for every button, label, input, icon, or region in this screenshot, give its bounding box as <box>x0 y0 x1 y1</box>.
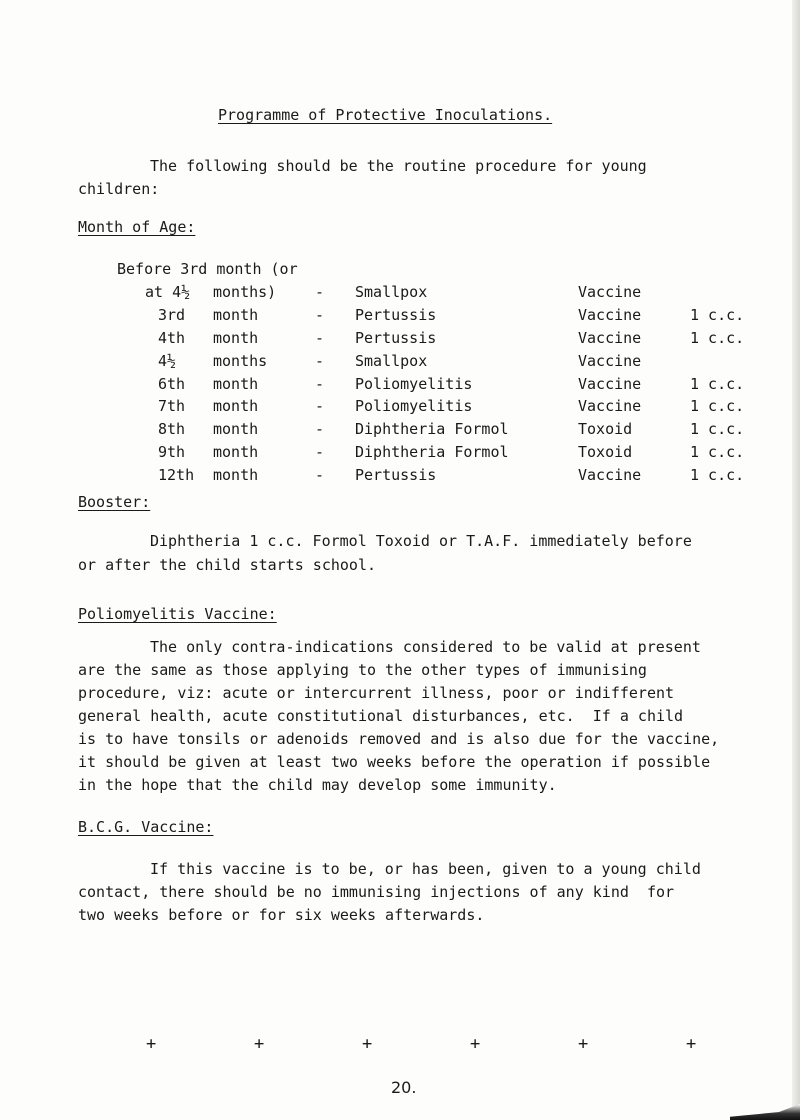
schedule-cell-age-b: month <box>213 420 259 439</box>
schedule-cell-type: Vaccine <box>578 466 642 485</box>
schedule-cell-dash: - <box>315 397 325 416</box>
schedule-cell-dose: 1 c.c. <box>690 443 745 462</box>
schedule-cell-type: Vaccine <box>578 282 642 301</box>
schedule-cell-vaccine: Diphtheria Formol <box>355 420 509 439</box>
polio-line: in the hope that the child may develop some immunity. <box>78 776 557 794</box>
schedule-cell-dose: 1 c.c. <box>690 466 745 485</box>
schedule-cell-dose: 1 c.c. <box>690 420 745 439</box>
cross-mark: + <box>578 1034 589 1054</box>
bcg-line: If this vaccine is to be, or has been, given to a young child <box>150 860 701 878</box>
schedule-cell-vaccine: Diphtheria Formol <box>355 443 509 462</box>
schedule-cell-type: Toxoid <box>578 420 633 439</box>
schedule-cell-dash: - <box>315 466 325 485</box>
schedule-cell-vaccine: Poliomyelitis <box>355 397 473 416</box>
schedule-cell-age-a: 12th <box>158 466 195 485</box>
polio-line: is to have tonsils or adenoids removed and is also due for the vaccine, <box>78 730 720 748</box>
schedule-cell-age-a: 8th <box>158 420 186 439</box>
schedule-cell-dash: - <box>315 420 325 439</box>
page-number: 20. <box>391 1078 417 1097</box>
month-of-age-heading: Month of Age: <box>78 218 196 236</box>
schedule-cell-dash: - <box>315 351 325 370</box>
cross-mark: + <box>254 1034 265 1054</box>
intro-line-2: children: <box>78 180 160 198</box>
bcg-line: contact, there should be no immunising injections of any kind for <box>78 883 675 901</box>
schedule-cell-type: Vaccine <box>578 351 642 370</box>
schedule-cell-age-a: 6th <box>158 374 186 393</box>
schedule-cell-vaccine: Poliomyelitis <box>355 374 473 393</box>
schedule-cell-dash: - <box>315 282 325 301</box>
cross-mark: + <box>146 1034 157 1054</box>
intro-line-1: The following should be the routine procedure for young <box>150 157 647 175</box>
schedule-cell-vaccine: Smallpox <box>355 351 428 370</box>
booster-line-2: or after the child starts school. <box>78 556 377 574</box>
cross-mark: + <box>362 1034 373 1054</box>
schedule-cell-age-b: months <box>213 351 268 370</box>
schedule-cell-dash: - <box>315 374 325 393</box>
schedule-cell-age-a: Before 3rd month (or <box>117 260 298 278</box>
bcg-line: two weeks before or for six weeks afterwards. <box>78 906 485 924</box>
polio-vaccine-heading: Poliomyelitis Vaccine: <box>78 605 277 623</box>
bcg-vaccine-paragraph <box>78 858 778 927</box>
schedule-cell-age-a: 4½ <box>158 351 177 370</box>
schedule-cell-age-b: month <box>213 328 259 347</box>
schedule-cell-age-b: month <box>213 305 259 324</box>
schedule-cell-age-a: 3rd <box>158 305 186 324</box>
schedule-cell-type: Vaccine <box>578 374 642 393</box>
cross-mark: + <box>470 1034 481 1054</box>
schedule-cell-dose: 1 c.c. <box>690 374 745 393</box>
polio-line: it should be given at least two weeks before the operation if possible <box>78 753 711 771</box>
cross-mark: + <box>686 1034 697 1054</box>
polio-vaccine-paragraph <box>78 636 778 797</box>
polio-line: general health, acute constitutional disturbances, etc. If a child <box>78 707 684 725</box>
schedule-cell-age-b: month <box>213 374 259 393</box>
polio-line: are the same as those applying to the other types of immunising <box>78 661 647 679</box>
schedule-cell-vaccine: Smallpox <box>355 282 428 301</box>
schedule-cell-type: Toxoid <box>578 443 633 462</box>
booster-line-1: Diphtheria 1 c.c. Formol Toxoid or T.A.F. immediately before <box>150 532 692 550</box>
schedule-cell-dash: - <box>315 305 325 324</box>
schedule-cell-dash: - <box>315 443 325 462</box>
polio-line: procedure, viz: acute or intercurrent illness, poor or indifferent <box>78 684 675 702</box>
schedule-cell-dose: 1 c.c. <box>690 305 745 324</box>
page-edge-shadow <box>792 0 800 1120</box>
schedule-cell-age-b: months) <box>213 282 277 301</box>
schedule-cell-age-b: month <box>213 443 259 462</box>
page-corner-mark <box>730 1104 800 1120</box>
schedule-cell-dose: 1 c.c. <box>690 397 745 416</box>
booster-heading: Booster: <box>78 493 151 511</box>
polio-line: The only contra-indications considered to be valid at present <box>150 638 701 656</box>
schedule-cell-age-a: at 4½ <box>145 282 191 301</box>
bcg-vaccine-heading: B.C.G. Vaccine: <box>78 818 214 836</box>
schedule-cell-dose: 1 c.c. <box>690 328 745 347</box>
page-title: Programme of Protective Inoculations. <box>218 106 553 124</box>
schedule-cell-dash: - <box>315 328 325 347</box>
schedule-cell-vaccine: Pertussis <box>355 305 437 324</box>
schedule-cell-type: Vaccine <box>578 397 642 416</box>
schedule-cell-age-a: 4th <box>158 328 186 347</box>
schedule-cell-age-a: 9th <box>158 443 186 462</box>
schedule-cell-type: Vaccine <box>578 328 642 347</box>
schedule-cell-age-b: month <box>213 397 259 416</box>
schedule-cell-vaccine: Pertussis <box>355 466 437 485</box>
schedule-cell-age-b: month <box>213 466 259 485</box>
schedule-cell-vaccine: Pertussis <box>355 328 437 347</box>
schedule-cell-age-a: 7th <box>158 397 186 416</box>
schedule-cell-type: Vaccine <box>578 305 642 324</box>
